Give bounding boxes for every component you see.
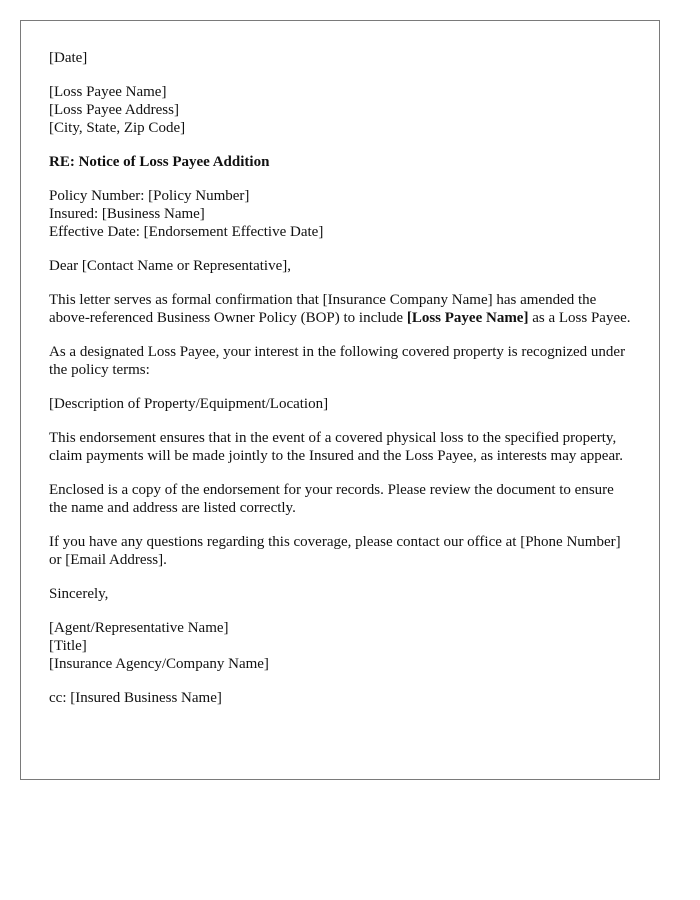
paragraph-endorsement: This endorsement ensures that in the event of a covered physical loss to the specified property, claim payments will be made jointly to the Insured and the Loss Payee, as interests may appear. — [49, 430, 624, 464]
loss-payee-name-bold: [Loss Payee Name] — [406, 310, 529, 326]
subject-line — [49, 153, 631, 171]
effective-date: Effective Date: [Endorsement Effective Date] — [49, 224, 324, 240]
signature-company: [Insurance Agency/Company Name] — [49, 656, 269, 672]
paragraph-confirmation-end: as a Loss Payee. — [528, 310, 631, 326]
recipient-city-state-zip: [City, State, Zip Code] — [49, 120, 186, 136]
closing: Sincerely, — [49, 586, 109, 602]
recipient-name: [Loss Payee Name] — [49, 84, 167, 100]
insured-name: Insured: [Business Name] — [49, 206, 205, 222]
recipient-address: [Loss Payee Address] — [49, 102, 179, 118]
signature-name: [Agent/Representative Name] — [49, 620, 229, 636]
paragraph-confirmation-start: This letter serves as formal confirmation that [Insurance Company Name] has amended the above-referenced Business Owner Policy (BOP) to include — [49, 292, 597, 326]
signature-title: [Title] — [49, 638, 87, 654]
policy-number: Policy Number: [Policy Number] — [49, 188, 250, 204]
paragraph-questions: If you have any questions regarding this coverage, please contact our office at [Phone Number] or [Email Address]. — [49, 534, 621, 568]
policy-info-block — [49, 187, 631, 241]
recipient-address-block — [49, 83, 631, 137]
cc-line: cc: [Insured Business Name] — [49, 690, 222, 706]
paragraph-confirmation — [49, 291, 631, 327]
signature-block — [49, 619, 631, 673]
property-description: [Description of Property/Equipment/Location] — [49, 396, 329, 412]
paragraph-enclosed: Enclosed is a copy of the endorsement for your records. Please review the document to ensure the name and address are listed correctly. — [49, 482, 614, 516]
paragraph-designation: As a designated Loss Payee, your interest in the following covered property is recognized under the policy terms: — [49, 344, 626, 378]
subject-text: RE: Notice of Loss Payee Addition — [49, 154, 270, 170]
letter-page — [20, 20, 660, 780]
date-text: [Date] — [49, 50, 88, 66]
letter-date — [49, 49, 631, 67]
salutation: Dear [Contact Name or Representative], — [49, 258, 291, 274]
